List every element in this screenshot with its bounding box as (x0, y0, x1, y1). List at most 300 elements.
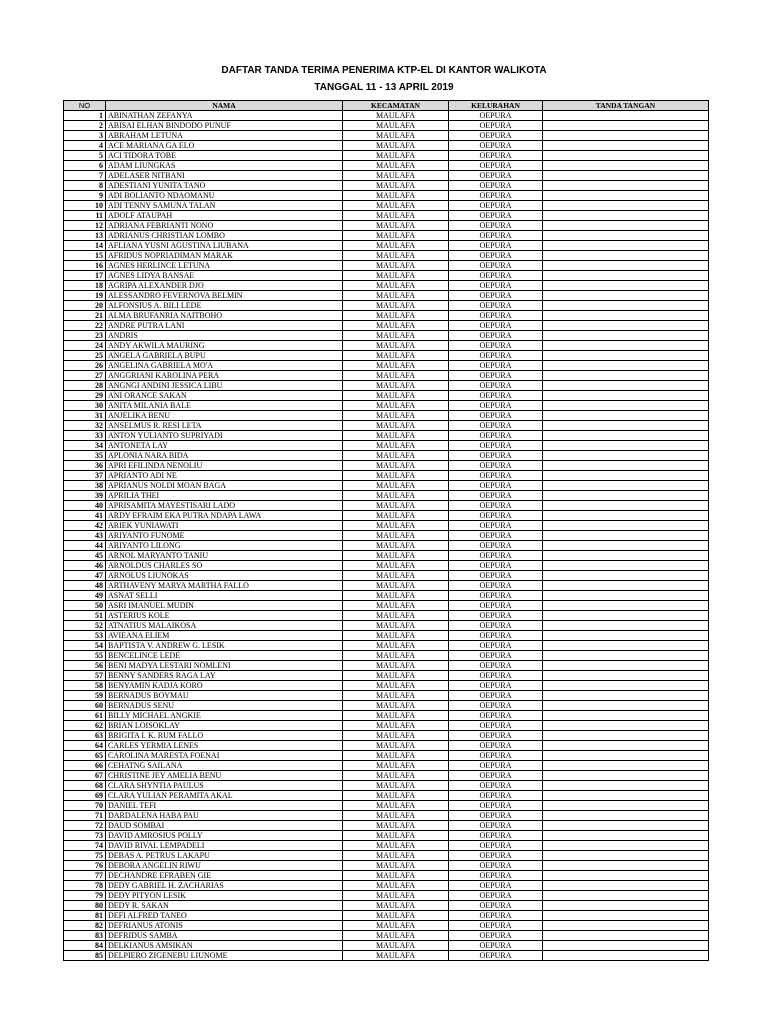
row-tanda-tangan (543, 421, 709, 431)
row-tanda-tangan (543, 341, 709, 351)
row-kelurahan: OEPURA (449, 161, 543, 171)
table-row (64, 341, 709, 351)
row-kecamatan: MAULAFA (343, 761, 449, 771)
table-row (64, 311, 709, 321)
row-kecamatan: MAULAFA (343, 751, 449, 761)
row-kecamatan: MAULAFA (343, 191, 449, 201)
table-row (64, 601, 709, 611)
row-nama: DAVID AMROSIUS POLLY (106, 831, 343, 841)
row-kelurahan: OEPURA (449, 381, 543, 391)
row-kecamatan: MAULAFA (343, 161, 449, 171)
header-no: NO (64, 101, 106, 111)
row-number: 68 (64, 781, 106, 791)
row-kecamatan: MAULAFA (343, 411, 449, 421)
row-number: 10 (64, 201, 106, 211)
table-row (64, 591, 709, 601)
row-kelurahan: OEPURA (449, 111, 543, 121)
row-nama: ARNOL MARYANTO TANIU (106, 551, 343, 561)
table-row (64, 751, 709, 761)
row-kecamatan: MAULAFA (343, 871, 449, 881)
row-kelurahan: OEPURA (449, 891, 543, 901)
table-row (64, 131, 709, 141)
row-number: 47 (64, 571, 106, 581)
row-number: 26 (64, 361, 106, 371)
row-tanda-tangan (543, 491, 709, 501)
row-nama: BENNY SANDERS RAGA LAY (106, 671, 343, 681)
row-number: 2 (64, 121, 106, 131)
row-kelurahan: OEPURA (449, 131, 543, 141)
row-kecamatan: MAULAFA (343, 461, 449, 471)
row-tanda-tangan (543, 641, 709, 651)
table-row (64, 471, 709, 481)
row-kelurahan: OEPURA (449, 241, 543, 251)
row-kecamatan: MAULAFA (343, 881, 449, 891)
row-number: 35 (64, 451, 106, 461)
row-kelurahan: OEPURA (449, 631, 543, 641)
table-row (64, 261, 709, 271)
row-kelurahan: OEPURA (449, 851, 543, 861)
row-kelurahan: OEPURA (449, 761, 543, 771)
row-number: 7 (64, 171, 106, 181)
row-nama: ARNOLDUS CHARLES SO (106, 561, 343, 571)
row-kecamatan: MAULAFA (343, 381, 449, 391)
row-kelurahan: OEPURA (449, 481, 543, 491)
table-row (64, 421, 709, 431)
row-kelurahan: OEPURA (449, 801, 543, 811)
row-tanda-tangan (543, 361, 709, 371)
row-number: 41 (64, 511, 106, 521)
row-kelurahan: OEPURA (449, 341, 543, 351)
row-number: 66 (64, 761, 106, 771)
row-tanda-tangan (543, 731, 709, 741)
row-kecamatan: MAULAFA (343, 841, 449, 851)
table-row (64, 691, 709, 701)
row-kecamatan: MAULAFA (343, 481, 449, 491)
row-tanda-tangan (543, 911, 709, 921)
row-nama: BERNADUS SENU (106, 701, 343, 711)
row-nama: BENYAMIN KADJA KORO (106, 681, 343, 691)
row-nama: ANDRIS (106, 331, 343, 341)
row-tanda-tangan (543, 281, 709, 291)
row-nama: CLARA YULIAN PERAMITA AKAL (106, 791, 343, 801)
row-kecamatan: MAULAFA (343, 681, 449, 691)
row-tanda-tangan (543, 121, 709, 131)
row-kecamatan: MAULAFA (343, 661, 449, 671)
table-row (64, 231, 709, 241)
table-row (64, 271, 709, 281)
table-row (64, 521, 709, 531)
row-nama: ATNATIUS MALAIKOSA (106, 621, 343, 631)
row-kelurahan: OEPURA (449, 881, 543, 891)
row-kecamatan: MAULAFA (343, 211, 449, 221)
row-nama: ADI BOLIANTO NDAOMANU (106, 191, 343, 201)
table-row (64, 951, 709, 961)
table-row (64, 151, 709, 161)
table-row (64, 941, 709, 951)
table-row (64, 641, 709, 651)
row-kelurahan: OEPURA (449, 561, 543, 571)
row-nama: ANGELA GABRIELA BUPU (106, 351, 343, 361)
row-tanda-tangan (543, 811, 709, 821)
row-tanda-tangan (543, 231, 709, 241)
row-tanda-tangan (543, 791, 709, 801)
row-nama: ABISAI ELHAN BINDODO PUNUF (106, 121, 343, 131)
row-tanda-tangan (543, 941, 709, 951)
table-row (64, 581, 709, 591)
row-nama: DECHANDRE EFRABEN GIE (106, 871, 343, 881)
row-number: 4 (64, 141, 106, 151)
row-kecamatan: MAULAFA (343, 131, 449, 141)
row-tanda-tangan (543, 611, 709, 621)
row-number: 61 (64, 711, 106, 721)
table-row (64, 411, 709, 421)
row-tanda-tangan (543, 291, 709, 301)
row-kelurahan: OEPURA (449, 791, 543, 801)
row-nama: ARIEK YUNIAWATI (106, 521, 343, 531)
row-number: 82 (64, 921, 106, 931)
row-nama: DEDY PITYON LESIK (106, 891, 343, 901)
row-tanda-tangan (543, 161, 709, 171)
row-kelurahan: OEPURA (449, 651, 543, 661)
row-kelurahan: OEPURA (449, 601, 543, 611)
table-row (64, 681, 709, 691)
row-nama: ANGNGI ANDINI JESSICA LIBU (106, 381, 343, 391)
row-kecamatan: MAULAFA (343, 831, 449, 841)
table-row (64, 771, 709, 781)
row-nama: DEBORA ANGELIN RIWU (106, 861, 343, 871)
row-nama: ANTONETA LAY (106, 441, 343, 451)
row-number: 22 (64, 321, 106, 331)
row-kecamatan: MAULAFA (343, 581, 449, 591)
row-kecamatan: MAULAFA (343, 121, 449, 131)
row-kelurahan: OEPURA (449, 421, 543, 431)
row-nama: ANITA MILANIA BALE (106, 401, 343, 411)
row-nama: ALFONSIUS A. BILI LEDE (106, 301, 343, 311)
row-kecamatan: MAULAFA (343, 291, 449, 301)
row-kelurahan: OEPURA (449, 411, 543, 421)
row-nama: CAROLINA MARESTA FOENAI (106, 751, 343, 761)
row-number: 64 (64, 741, 106, 751)
row-nama: ADI TENNY SAMUNA TALAN (106, 201, 343, 211)
table-row (64, 441, 709, 451)
row-nama: AFLIANA YUSNI AGUSTINA LIUBANA (106, 241, 343, 251)
row-number: 17 (64, 271, 106, 281)
table-row (64, 571, 709, 581)
row-number: 3 (64, 131, 106, 141)
row-kecamatan: MAULAFA (343, 701, 449, 711)
row-tanda-tangan (543, 711, 709, 721)
row-kecamatan: MAULAFA (343, 851, 449, 861)
header-kelurahan: KELURAHAN (449, 101, 543, 111)
table-row (64, 431, 709, 441)
table-row (64, 701, 709, 711)
row-kelurahan: OEPURA (449, 731, 543, 741)
row-number: 23 (64, 331, 106, 341)
row-number: 78 (64, 881, 106, 891)
row-tanda-tangan (543, 751, 709, 761)
row-number: 28 (64, 381, 106, 391)
table-row (64, 491, 709, 501)
row-nama: DEFI ALFRED TANEO (106, 911, 343, 921)
row-tanda-tangan (543, 551, 709, 561)
row-tanda-tangan (543, 311, 709, 321)
row-kelurahan: OEPURA (449, 191, 543, 201)
row-kelurahan: OEPURA (449, 281, 543, 291)
row-kecamatan: MAULAFA (343, 791, 449, 801)
table-row (64, 661, 709, 671)
row-tanda-tangan (543, 581, 709, 591)
recipient-table (63, 100, 709, 961)
table-header (64, 101, 709, 111)
row-kecamatan: MAULAFA (343, 951, 449, 961)
row-kecamatan: MAULAFA (343, 611, 449, 621)
row-tanda-tangan (543, 401, 709, 411)
row-kecamatan: MAULAFA (343, 451, 449, 461)
row-tanda-tangan (543, 141, 709, 151)
document-title: DAFTAR TANDA TERIMA PENERIMA KTP-EL DI KANTOR WALIKOTA (221, 65, 547, 76)
row-tanda-tangan (543, 831, 709, 841)
table-row (64, 871, 709, 881)
row-number: 49 (64, 591, 106, 601)
row-kecamatan: MAULAFA (343, 271, 449, 281)
row-number: 25 (64, 351, 106, 361)
row-nama: AGNES LIDYA BANSAE (106, 271, 343, 281)
table-row (64, 201, 709, 211)
row-number: 70 (64, 801, 106, 811)
row-tanda-tangan (543, 441, 709, 451)
row-nama: ACI TIDORA TOBE (106, 151, 343, 161)
row-number: 37 (64, 471, 106, 481)
table-row (64, 331, 709, 341)
row-tanda-tangan (543, 771, 709, 781)
row-nama: DAUD SOMBAI (106, 821, 343, 831)
row-kelurahan: OEPURA (449, 591, 543, 601)
row-kelurahan: OEPURA (449, 471, 543, 481)
table-row (64, 251, 709, 261)
row-tanda-tangan (543, 781, 709, 791)
row-nama: ANGGRIANI KAROLINA PERA (106, 371, 343, 381)
row-kecamatan: MAULAFA (343, 711, 449, 721)
row-tanda-tangan (543, 531, 709, 541)
row-kelurahan: OEPURA (449, 311, 543, 321)
row-nama: DANIEL TEFI (106, 801, 343, 811)
row-nama: ARNOLUS LIUNOKAS (106, 571, 343, 581)
table-row (64, 761, 709, 771)
row-tanda-tangan (543, 921, 709, 931)
row-number: 80 (64, 901, 106, 911)
row-number: 36 (64, 461, 106, 471)
row-nama: ANTON YULIANTO SUPRIYADI (106, 431, 343, 441)
row-number: 13 (64, 231, 106, 241)
row-tanda-tangan (543, 521, 709, 531)
row-kecamatan: MAULAFA (343, 441, 449, 451)
row-nama: ADRIANUS CHRISTIAN LOMBO (106, 231, 343, 241)
row-kelurahan: OEPURA (449, 781, 543, 791)
table-row (64, 301, 709, 311)
row-kelurahan: OEPURA (449, 831, 543, 841)
row-number: 27 (64, 371, 106, 381)
row-kecamatan: MAULAFA (343, 591, 449, 601)
row-kecamatan: MAULAFA (343, 941, 449, 951)
row-nama: ARIYANTO FUNOME (106, 531, 343, 541)
row-kelurahan: OEPURA (449, 211, 543, 221)
row-number: 9 (64, 191, 106, 201)
row-number: 67 (64, 771, 106, 781)
row-nama: DELPIERO ZIGENEBU LIUNOME (106, 951, 343, 961)
table-row (64, 461, 709, 471)
row-tanda-tangan (543, 621, 709, 631)
row-kecamatan: MAULAFA (343, 651, 449, 661)
row-number: 31 (64, 411, 106, 421)
row-tanda-tangan (543, 891, 709, 901)
row-kecamatan: MAULAFA (343, 431, 449, 441)
row-nama: APRIANTO ADI NE (106, 471, 343, 481)
row-kelurahan: OEPURA (449, 911, 543, 921)
row-nama: DEFRIANUS ATONIS (106, 921, 343, 931)
document-subtitle-date: TANGGAL 11 - 13 APRIL 2019 (314, 82, 454, 93)
row-number: 14 (64, 241, 106, 251)
row-tanda-tangan (543, 381, 709, 391)
row-kecamatan: MAULAFA (343, 911, 449, 921)
row-tanda-tangan (543, 761, 709, 771)
row-tanda-tangan (543, 651, 709, 661)
row-kelurahan: OEPURA (449, 741, 543, 751)
row-number: 55 (64, 651, 106, 661)
row-kecamatan: MAULAFA (343, 471, 449, 481)
row-number: 16 (64, 261, 106, 271)
table-row (64, 531, 709, 541)
row-kecamatan: MAULAFA (343, 921, 449, 931)
row-kelurahan: OEPURA (449, 611, 543, 621)
table-row (64, 561, 709, 571)
row-tanda-tangan (543, 861, 709, 871)
row-number: 8 (64, 181, 106, 191)
row-number: 29 (64, 391, 106, 401)
row-number: 45 (64, 551, 106, 561)
row-tanda-tangan (543, 601, 709, 611)
table-row (64, 191, 709, 201)
row-kecamatan: MAULAFA (343, 111, 449, 121)
header-kecamatan: KECAMATAN (343, 101, 449, 111)
table-row (64, 451, 709, 461)
row-kelurahan: OEPURA (449, 751, 543, 761)
row-number: 6 (64, 161, 106, 171)
table-row (64, 321, 709, 331)
row-kecamatan: MAULAFA (343, 251, 449, 261)
row-number: 15 (64, 251, 106, 261)
table-row (64, 541, 709, 551)
table-row (64, 811, 709, 821)
row-kecamatan: MAULAFA (343, 601, 449, 611)
row-nama: DAVID RIVAL LEMPADELI (106, 841, 343, 851)
row-tanda-tangan (543, 501, 709, 511)
row-kecamatan: MAULAFA (343, 811, 449, 821)
row-kelurahan: OEPURA (449, 581, 543, 591)
row-nama: AVIEANA ELIEM (106, 631, 343, 641)
row-tanda-tangan (543, 471, 709, 481)
row-tanda-tangan (543, 351, 709, 361)
row-number: 46 (64, 561, 106, 571)
table-row (64, 711, 709, 721)
row-tanda-tangan (543, 271, 709, 281)
table-row (64, 391, 709, 401)
table-row (64, 831, 709, 841)
table-row (64, 731, 709, 741)
table-row (64, 551, 709, 561)
row-number: 76 (64, 861, 106, 871)
row-nama: ANDRE PUTRA LANI (106, 321, 343, 331)
row-nama: ADELASER NITBANI (106, 171, 343, 181)
row-number: 32 (64, 421, 106, 431)
row-number: 58 (64, 681, 106, 691)
row-number: 65 (64, 751, 106, 761)
row-tanda-tangan (543, 681, 709, 691)
row-number: 19 (64, 291, 106, 301)
row-kelurahan: OEPURA (449, 371, 543, 381)
table-row (64, 241, 709, 251)
row-kecamatan: MAULAFA (343, 621, 449, 631)
row-nama: BENI MADYA LESTARI NOMLENI (106, 661, 343, 671)
row-nama: ANSELMUS R. RESI LETA (106, 421, 343, 431)
row-tanda-tangan (543, 251, 709, 261)
row-number: 51 (64, 611, 106, 621)
row-nama: APRI EFILINDA NENOLIU (106, 461, 343, 471)
row-kelurahan: OEPURA (449, 251, 543, 261)
row-nama: DEDY R. SAKAN (106, 901, 343, 911)
row-tanda-tangan (543, 221, 709, 231)
row-kecamatan: MAULAFA (343, 401, 449, 411)
table-row (64, 221, 709, 231)
row-kecamatan: MAULAFA (343, 341, 449, 351)
row-kelurahan: OEPURA (449, 231, 543, 241)
row-nama: CLARA SHYNTIA PAULUS (106, 781, 343, 791)
table-row (64, 111, 709, 121)
row-kelurahan: OEPURA (449, 351, 543, 361)
row-nama: DEDY GABRIEL H. ZACHARIAS (106, 881, 343, 891)
row-tanda-tangan (543, 261, 709, 271)
table-row (64, 481, 709, 491)
row-number: 40 (64, 501, 106, 511)
row-kelurahan: OEPURA (449, 501, 543, 511)
table-row (64, 721, 709, 731)
header-nama: NAMA (106, 101, 343, 111)
row-kelurahan: OEPURA (449, 941, 543, 951)
row-number: 52 (64, 621, 106, 631)
row-number: 34 (64, 441, 106, 451)
row-nama: ARTHAVENY MARYA MARTHA FALLO (106, 581, 343, 591)
table-row (64, 511, 709, 521)
row-kecamatan: MAULAFA (343, 391, 449, 401)
row-kecamatan: MAULAFA (343, 731, 449, 741)
row-kecamatan: MAULAFA (343, 351, 449, 361)
row-nama: CARLES YERMIA LENES (106, 741, 343, 751)
row-number: 24 (64, 341, 106, 351)
row-kelurahan: OEPURA (449, 291, 543, 301)
row-kecamatan: MAULAFA (343, 511, 449, 521)
row-kecamatan: MAULAFA (343, 931, 449, 941)
row-kelurahan: OEPURA (449, 571, 543, 581)
row-kecamatan: MAULAFA (343, 561, 449, 571)
row-number: 43 (64, 531, 106, 541)
row-nama: ARDY EFRAIM EKA PUTRA NDAPA LAWA (106, 511, 343, 521)
row-kelurahan: OEPURA (449, 451, 543, 461)
row-number: 12 (64, 221, 106, 231)
table-row (64, 921, 709, 931)
row-kelurahan: OEPURA (449, 511, 543, 521)
row-nama: ANJELIKA BENU (106, 411, 343, 421)
row-number: 1 (64, 111, 106, 121)
row-kecamatan: MAULAFA (343, 691, 449, 701)
